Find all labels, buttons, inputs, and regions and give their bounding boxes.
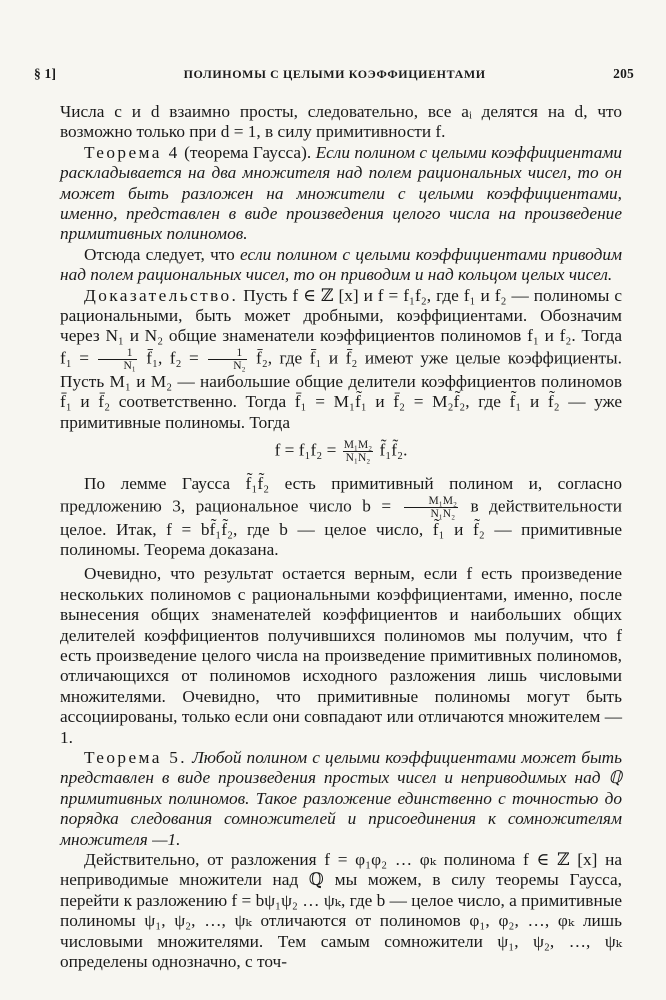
fraction-numerator: M₁M₂ bbox=[343, 439, 373, 452]
paragraph-coprime: Числа c и d взаимно просты, следовательно, все aᵢ делятся на d, что возможно только при d = 1, в силу примитивности f. bbox=[60, 102, 622, 142]
theorem-5-label: Теорема 5. bbox=[84, 747, 188, 767]
proof-text-1: Пусть f ∈ ℤ [x] и f = f₁f₂, где f₁ и f₂ — полиномы с рациональными, быть может дробными, коэффициентами. Обозначим через N₁ и N₂ общие знаменатели коэффициентов полиномов f₁ и f₂. Тогда f₁ = bbox=[60, 285, 622, 368]
theorem-4-label: Теорема 4 bbox=[84, 142, 180, 162]
page-number: 205 bbox=[613, 66, 634, 81]
proof-text-4: в действительности целое. Итак, f = bf̃₁f̃₂, где b — целое число, f̃₁ и f̃₂ — примитивные полиномы. Теорема доказана. bbox=[60, 495, 622, 559]
theorem-5-statement: Любой полином с целыми коэффициентами может быть представлен в виде произведения простых чисел и неприводимых над ℚ примитивных полиномов. Такое разложение единственно с точностью до порядка следования сомножителей и присоединения к сомножителям множителя —1. bbox=[60, 747, 622, 849]
paragraph-obvious: Очевидно, что результат остается верным, если f есть произведение нескольких полиномов с рациональными коэффициентами, именно, после вынесения общих знаменателей коэффициентов и наибольших общих делителей коэффициентов получившихся полиномов мы получим, что f есть произведение целого числа на произведение примитивных полиномов, отличающихся от полиномов исходного разложения лишь числовыми множителями. Очевидно, что примитивные полиномы могут быть ассоциированы, только если они совпадают или отличаются множителем —1. bbox=[60, 564, 622, 747]
formula-right: f̃₁f̃₂. bbox=[379, 440, 408, 460]
fraction-numerator: 1 bbox=[98, 347, 136, 360]
theorem-4 bbox=[60, 143, 622, 245]
proof-text-2: f̄₂, где f̄₁ и f̄₂ имеют уже целые коэффициенты. Пусть M₁ и M₂ — наибольшие общие делители коэффициентов полиномов f̄₁ и f̄₂ соответственно. Тогда f̄₁ = M₁f̃₁ и f̄₂ = M₂f̃₂, где f̃₁ и f̃₂ — уже примитивные полиномы. Тогда bbox=[60, 348, 622, 432]
running-header bbox=[34, 66, 634, 82]
section-marker: § 1] bbox=[34, 66, 57, 81]
proof-paragraph bbox=[60, 286, 622, 433]
fraction-denominator: N₁ bbox=[123, 359, 136, 372]
fraction-1-over-n2 bbox=[208, 347, 246, 372]
fraction-numerator: M₁M₂ bbox=[404, 495, 458, 508]
fraction-numerator: 1 bbox=[208, 347, 246, 360]
proof-conclusion bbox=[60, 474, 622, 560]
fraction-denominator: N₂ bbox=[233, 359, 246, 372]
formula-fraction bbox=[343, 439, 373, 464]
fraction-1-over-n1 bbox=[98, 347, 136, 372]
corollary-statement: если полином с целыми коэффициентами приводим над полем рациональных чисел, то он приводим и над кольцом целых чисел. bbox=[60, 244, 622, 285]
corollary-lead: Отсюда следует, что bbox=[84, 244, 235, 264]
corollary-paragraph bbox=[60, 245, 622, 286]
theorem-4-paren: (теорема Гаусса). bbox=[184, 142, 312, 162]
theorem-4-statement: Если полином с целыми коэффициентами раскладывается на два множителя над полем рациональных чисел, то он может быть разложен на множители с целыми коэффициентами, именно, представлен в виде произведения целого числа на произведение примитивных полиномов. bbox=[60, 142, 622, 244]
fraction-b bbox=[404, 495, 458, 520]
proof-mid-1: f̄₁, f₂ = bbox=[146, 348, 199, 368]
fraction-denominator: N₁N₂ bbox=[345, 452, 371, 465]
display-formula bbox=[60, 439, 622, 464]
proof-text-3: По лемме Гаусса f̃₁f̃₂ есть примитивный полином и, согласно предложению 3, рациональное число b = bbox=[60, 474, 622, 515]
formula-left: f = f₁f₂ = bbox=[274, 440, 337, 460]
running-title: ПОЛИНОМЫ С ЦЕЛЫМИ КОЭФФИЦИЕНТАМИ bbox=[183, 67, 486, 81]
proof-label: Доказательство. bbox=[84, 285, 239, 305]
page-body bbox=[60, 102, 622, 972]
theorem-5 bbox=[60, 748, 622, 850]
paragraph-last: Действительно, от разложения f = φ₁φ₂ … φₖ полинома f ∈ ℤ [x] на неприводимые множители над ℚ мы можем, в силу теоремы Гаусса, перейти к разложению f = bψ₁ψ₂ … ψₖ, где b — целое число, а примитивные полиномы ψ₁, ψ₂, …, ψₖ отличаются от полиномов φ₁, φ₂, …, φₖ лишь числовыми множителями. Тем самым сомножители ψ₁, ψ₂, …, ψₖ определены однозначно, с точ- bbox=[60, 850, 622, 972]
fraction-denominator: N₁N₂ bbox=[430, 507, 456, 520]
